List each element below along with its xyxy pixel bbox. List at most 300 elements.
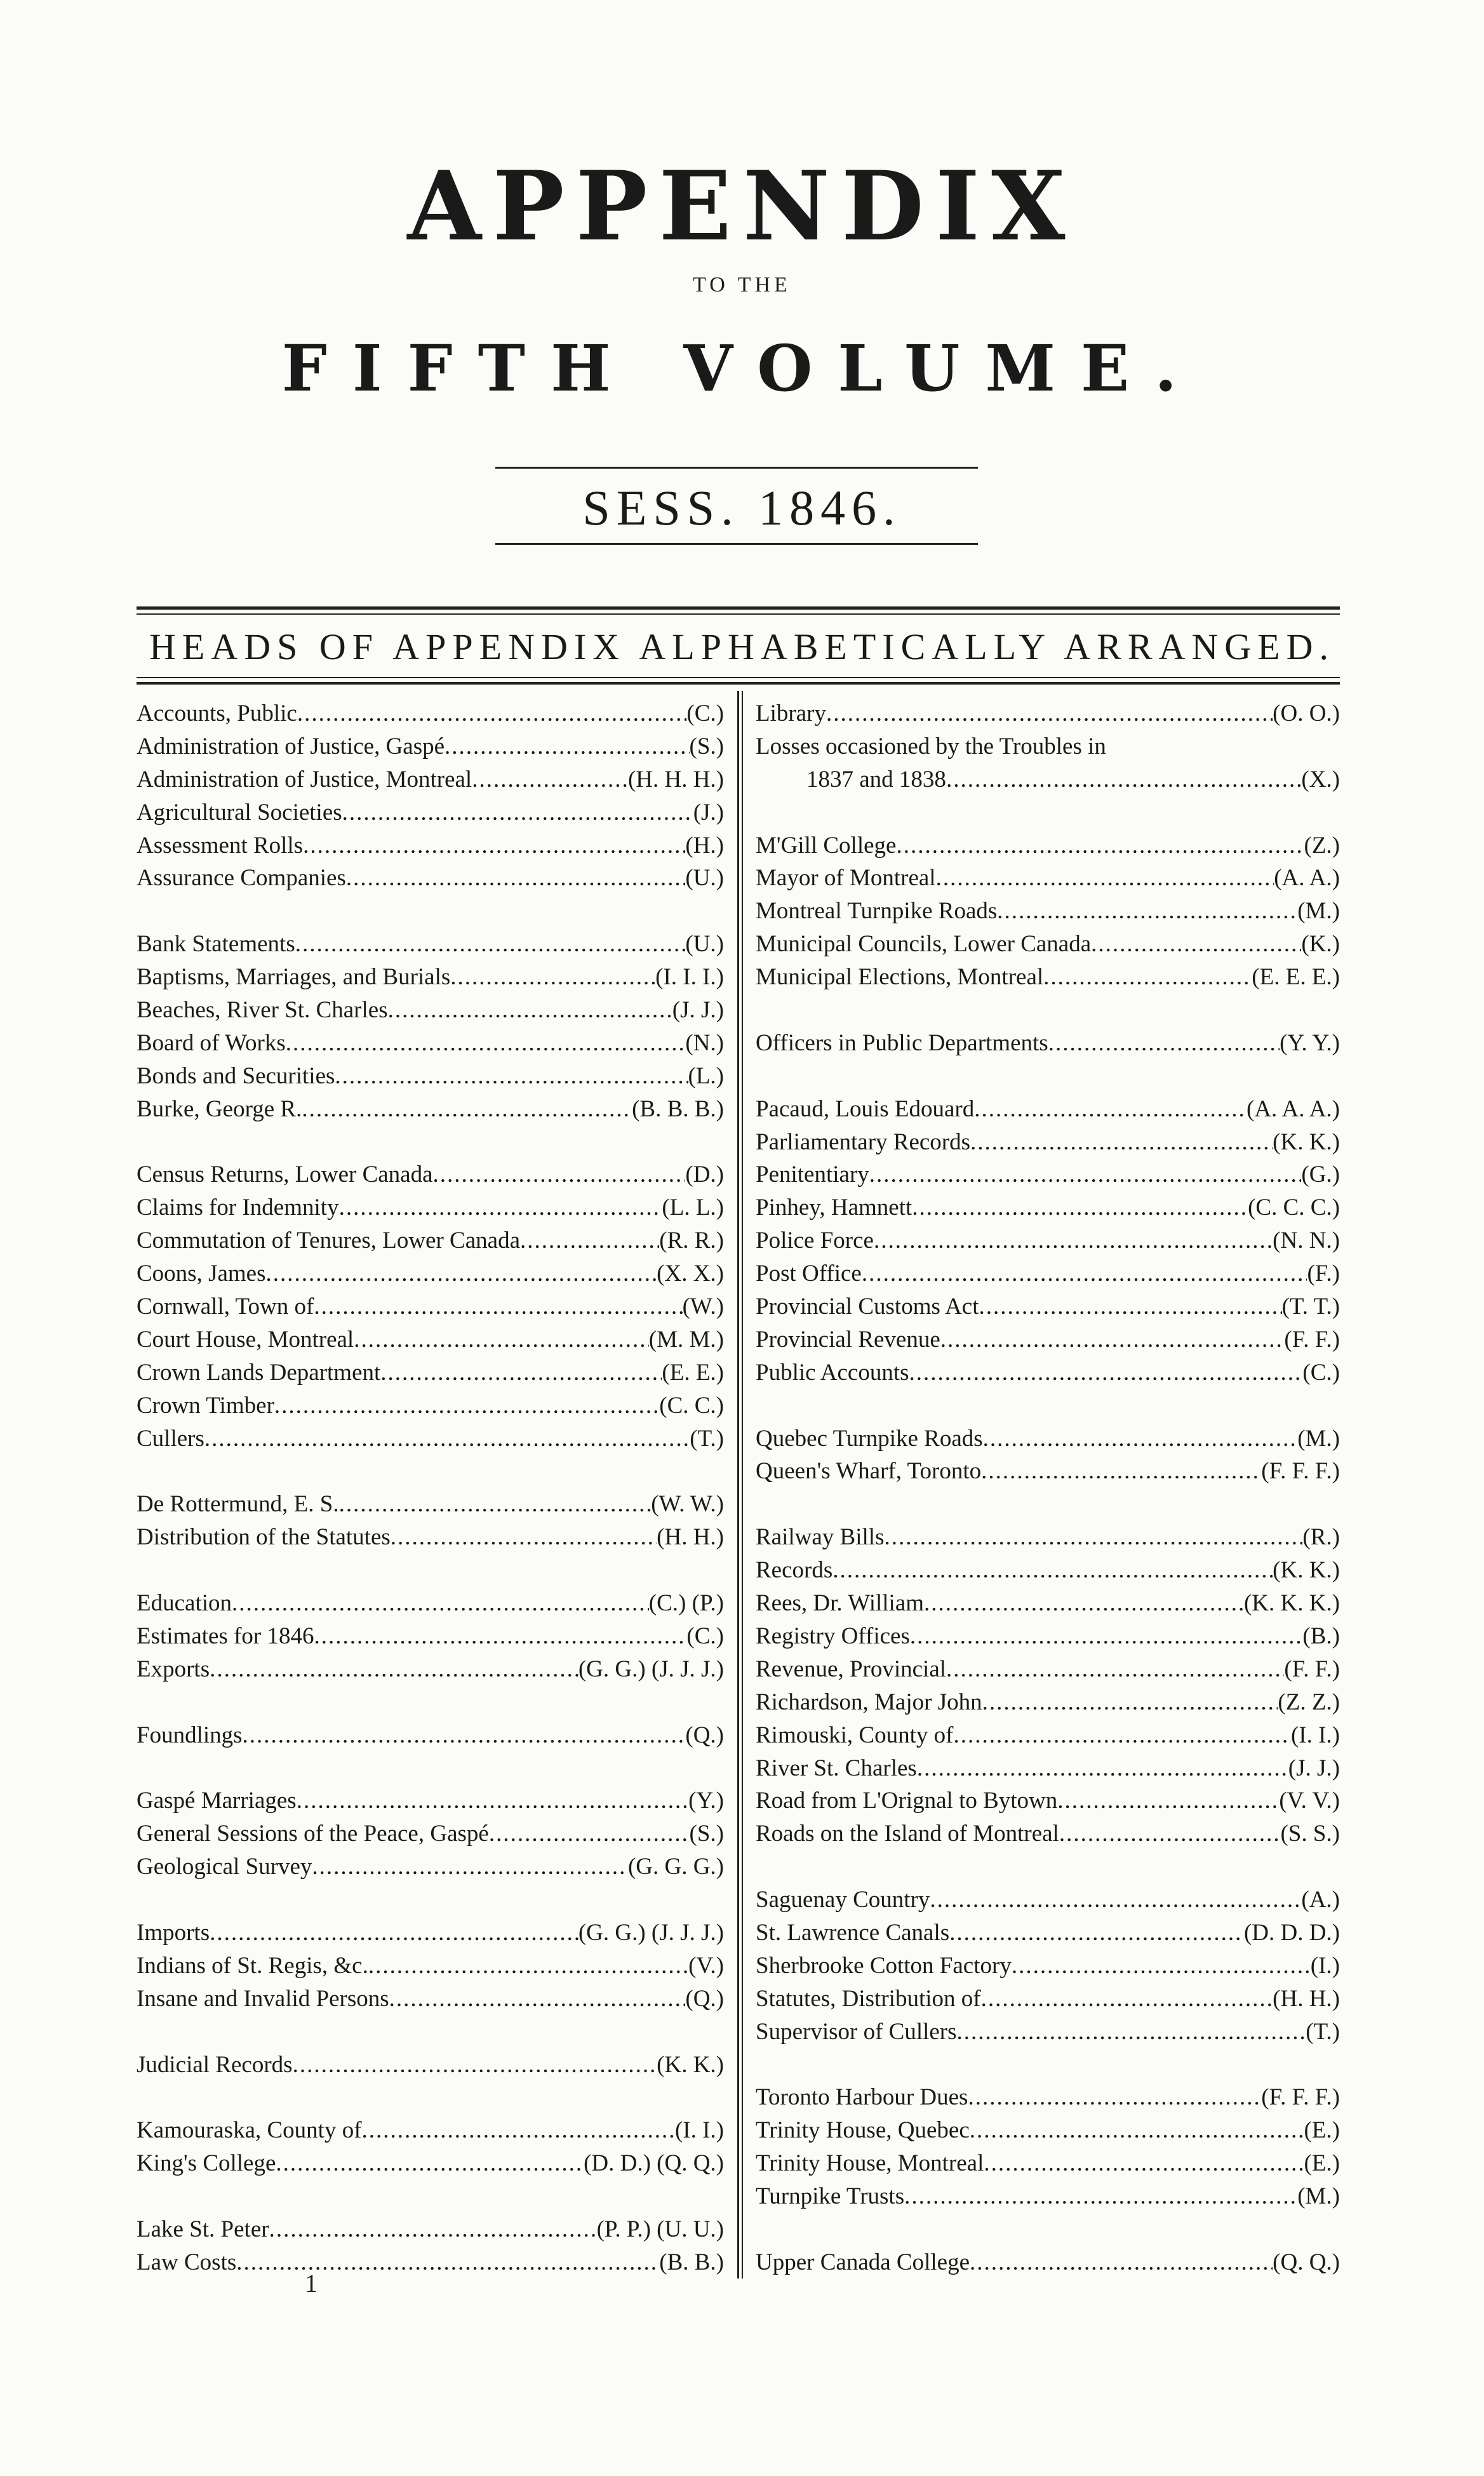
index-entry [756,1191,1340,1224]
entry-reference: (K. K. K.) [1243,1590,1340,1617]
leader-dots [204,1422,690,1455]
entry-reference: (E.) [1304,2117,1340,2144]
entry-reference: (N. N.) [1273,1228,1340,1254]
entry-reference: (T. T.) [1281,1294,1340,1320]
leader-dots [869,1158,1302,1191]
leader-dots [912,1191,1248,1224]
index-entry [137,1158,724,1191]
entry-reference: (U.) [685,865,724,892]
entry-name: Statutes, Distribution of [756,1985,981,2012]
rule-heads-bottom-1 [137,677,1340,678]
entry-name: Quebec Turnpike Roads [756,1425,983,1452]
leader-dots [274,1389,659,1422]
entry-reference: (K. K.) [657,2051,724,2078]
entry-reference: (J.) [693,799,724,826]
entry-reference: (Y.) [688,1788,724,1814]
entry-name: Roads on the Island of Montreal [756,1821,1059,1847]
entry-reference: (H. H. H.) [627,766,724,793]
index-entry [137,1653,724,1686]
index-entry [137,1224,724,1257]
entry-name: Crown Timber [137,1392,274,1419]
entry-reference: (X.) [1301,766,1340,793]
index-entry [756,895,1340,928]
index-entry [756,2147,1340,2180]
entry-name: Montreal Turnpike Roads [756,898,998,925]
entry-reference: (P. P.) (U. U.) [596,2216,724,2242]
entry-reference: (B.) [1302,1623,1340,1649]
entry-reference: (C.) [686,700,724,726]
leader-dots [339,1191,662,1224]
entry-reference: (W.) [682,1294,724,1320]
entry-name: Law Costs [137,2249,237,2275]
entry-name: Turnpike Trusts [756,2183,905,2210]
entry-reference: (S.) [689,733,724,760]
entry-name: Parliamentary Records [756,1128,971,1155]
leader-dots [924,1587,1244,1620]
leader-dots [314,1290,682,1323]
leader-dots [472,763,628,796]
index-entry [137,1257,724,1290]
entry-name: Census Returns, Lower Canada [137,1161,433,1188]
leader-dots [957,2016,1306,2049]
entry-reference: (N.) [685,1029,724,1056]
index-entry [756,1290,1340,1323]
entry-name: Agricultural Societies [137,799,342,826]
entry-name: Administration of Justice, Montreal [137,766,472,793]
index-entry [756,1257,1340,1290]
leader-dots [342,796,693,829]
leader-dots [970,1126,1273,1159]
entry-name: Records [756,1557,833,1584]
leader-dots [293,2049,657,2082]
leader-dots [354,1323,649,1356]
entry-spacer [137,2180,724,2213]
column-divider-inner [742,691,743,2279]
index-entry [137,1290,724,1323]
entry-reference: (G. G.) (J. J. J.) [578,1656,724,1682]
leader-dots [997,895,1297,928]
index-entry [756,697,1340,730]
entry-name: Provincial Revenue [756,1326,940,1353]
index-entry [137,2049,724,2082]
entry-spacer [756,1389,1340,1422]
entry-spacer [137,1752,724,1785]
index-entry [137,1521,724,1554]
entry-name: Railway Bills [756,1524,885,1551]
index-entry [137,1356,724,1389]
entry-name: Library [756,700,826,726]
entry-reference: (O. O.) [1273,700,1340,726]
index-entry [137,1850,724,1884]
index-entry [756,1455,1340,1488]
index-entry [756,2016,1340,2049]
entry-name: Cullers [137,1425,204,1452]
entry-name: St. Lawrence Canals [756,1919,950,1946]
entry-reference: (M. M.) [648,1326,724,1353]
entry-name: Municipal Elections, Montreal [756,964,1044,991]
leader-dots [970,2114,1304,2147]
index-entry [756,1356,1340,1389]
entry-name: 1837 and 1838 [806,766,946,793]
index-entry [137,1620,724,1653]
entry-name: Bank Statements [137,931,295,958]
entry-reference: (F. F. F.) [1261,2084,1340,2111]
entry-spacer [137,1455,724,1488]
leader-dots [1048,1027,1280,1060]
entry-reference: (E. E.) [662,1359,724,1386]
index-entry [756,1620,1340,1653]
entry-name: Indians of St. Regis, &c. [137,1952,368,1979]
entry-name: Imports [137,1919,210,1946]
entry-reference: (Q.) [685,1985,724,2012]
index-entry [756,1126,1340,1159]
index-entry [756,1817,1340,1850]
entry-name: Supervisor of Cullers [756,2018,957,2045]
entry-reference: (Y. Y.) [1280,1029,1340,1056]
entry-reference: (C.) [1302,1359,1340,1386]
entry-reference: (R.) [1302,1524,1340,1551]
entry-reference: (D.) [685,1161,724,1188]
entry-name: Pacaud, Louis Edouard [756,1095,975,1122]
entry-reference: (Q. Q.) [1273,2249,1340,2275]
index-entry [137,697,724,730]
index-entry [756,1950,1340,1983]
leader-dots [1059,1817,1281,1850]
entry-spacer [756,1850,1340,1884]
leader-dots [445,730,689,763]
entry-name: Kamouraska, County of [137,2117,362,2144]
entry-spacer [137,1884,724,1917]
entry-reference: (Z. Z.) [1278,1689,1340,1715]
entry-name: Toronto Harbour Dues [756,2084,968,2111]
page-title: APPENDIX [407,151,1077,262]
leader-dots [1091,928,1301,961]
entry-name: Pinhey, Hamnett [756,1195,912,1221]
index-entry [137,1422,724,1455]
entry-spacer [137,1554,724,1587]
entry-reference: (C.) (P.) [648,1590,724,1617]
leader-dots [243,1719,686,1752]
index-entry [137,994,724,1027]
entry-name: M'Gill College [756,832,897,859]
entry-reference: (G. G. G.) [627,1854,724,1880]
entry-reference: (C. C.) [659,1392,724,1419]
entry-name: Baptisms, Marriages, and Burials [137,964,451,991]
entry-reference: (R. R.) [659,1228,724,1254]
leader-dots [388,994,672,1027]
entry-reference: (A. A.) [1274,865,1340,892]
entry-name: Distribution of the Statutes [137,1524,391,1551]
entry-reference: (C. C. C.) [1248,1195,1340,1221]
entry-reference: (E.) [1304,2150,1340,2177]
leader-dots [269,2213,597,2246]
index-entry [756,1422,1340,1455]
volume-title: FIFTH VOLUME. [281,331,1203,406]
entry-reference: (K.) [1301,931,1340,958]
index-entry [137,763,724,796]
leader-dots [981,1983,1273,2016]
index-entry [756,1027,1340,1060]
rule-top-sess [495,467,978,469]
entry-spacer [137,1686,724,1719]
leader-dots [981,1455,1261,1488]
entry-name: Beaches, River St. Charles [137,997,388,1024]
index-entry [137,1060,724,1093]
leader-dots [910,1620,1303,1653]
entry-name: Estimates for 1846 [137,1623,314,1649]
leader-dots [368,1950,688,1983]
index-left-column [137,697,724,2279]
leader-dots [520,1224,659,1257]
index-entry [137,862,724,895]
page-number: 1 [305,2269,318,2298]
index-entry [756,1323,1340,1356]
leader-dots [450,961,655,994]
index-entry [756,1983,1340,2016]
entry-reference: (I.) [1310,1952,1340,1979]
entry-reference: (J. J.) [672,997,724,1024]
leader-dots [896,829,1304,862]
leader-dots [302,1093,632,1126]
entry-name: Assurance Companies [137,865,346,892]
entry-reference: (K. K.) [1273,1128,1340,1155]
index-entry [137,796,724,829]
entry-name: Officers in Public Departments [756,1029,1048,1056]
leader-dots [286,1027,686,1060]
entry-name: Revenue, Provincial [756,1656,947,1682]
to-the-caption: TO THE [693,273,791,297]
entry-reference: (S. S.) [1280,1821,1340,1847]
leader-dots [297,1784,688,1817]
entry-name: Municipal Councils, Lower Canada [756,931,1092,958]
index-entry [137,1027,724,1060]
leader-dots [974,1093,1247,1126]
entry-reference: (X. X.) [657,1261,724,1287]
entry-reference: (F. F. F.) [1261,1458,1340,1485]
entry-reference: (F.) [1307,1261,1340,1287]
leader-dots [874,1224,1273,1257]
index-entry [137,1950,724,1983]
index-entry [756,1224,1340,1257]
index-entry [137,1323,724,1356]
leader-dots [909,1356,1303,1389]
index-entry [756,1719,1340,1752]
entry-name: Gaspé Marriages [137,1788,297,1814]
entry-spacer [137,2016,724,2049]
entry-name: Exports [137,1656,210,1682]
leader-dots [970,2246,1273,2279]
index-entry [137,928,724,961]
index-entry [756,730,1340,763]
index-entry [756,928,1340,961]
rule-heads-bottom-2 [137,682,1340,685]
leader-dots [930,1884,1301,1917]
leader-dots [984,2147,1304,2180]
index-entry [756,2246,1340,2279]
leader-dots [1043,961,1252,994]
index-entry [756,1093,1340,1126]
index-entry [756,2114,1340,2147]
index-entry [137,1983,724,2016]
leader-dots [968,2081,1261,2114]
index-entry [137,2213,724,2246]
entry-reference: (T.) [1306,2018,1340,2045]
leader-dots [936,862,1274,895]
index-entry [137,2114,724,2147]
leader-dots [953,1719,1291,1752]
entry-reference: (C.) [686,1623,724,1649]
entry-name: Foundlings [137,1722,243,1748]
leader-dots [391,1521,657,1554]
index-entry [756,1917,1340,1950]
entry-reference: (I. I.) [1290,1722,1340,1748]
entry-name: Saguenay Country [756,1887,930,1913]
index-entry [756,961,1340,994]
index-entry [137,1817,724,1850]
entry-spacer [137,895,724,928]
rule-bottom-sess [495,543,978,545]
entry-reference: (M.) [1297,1425,1340,1452]
leader-dots [362,2114,675,2147]
rule-heads-top-2 [137,613,1340,615]
leader-dots [232,1587,649,1620]
leader-dots [979,1290,1282,1323]
leader-dots [312,1850,628,1884]
index-entry [756,1158,1340,1191]
entry-name: Penitentiary [756,1161,869,1188]
entry-spacer [137,1126,724,1159]
entry-name: De Rottermund, E. S. [137,1491,339,1518]
leader-dots [433,1158,686,1191]
entry-reference: (F. F.) [1284,1326,1340,1353]
entry-reference: (H. H.) [657,1524,724,1551]
entry-name: Queen's Wharf, Toronto [756,1458,982,1485]
entry-reference: (L.) [688,1062,724,1089]
entry-name: Cornwall, Town of [137,1294,314,1320]
leader-dots [884,1521,1302,1554]
entry-reference: (I. I. I.) [655,964,724,991]
session-heading: SESS. 1846. [582,480,902,535]
leader-dots [389,1983,686,2016]
entry-name: Road from L'Orignal to Bytown [756,1788,1058,1814]
entry-name: Registry Offices [756,1623,910,1649]
leader-dots [1012,1950,1311,1983]
entry-reference: (I. I.) [674,2117,724,2144]
heads-heading: HEADS OF APPENDIX ALPHABETICALLY ARRANGED. [149,626,1335,667]
entry-name: Coons, James [137,1261,266,1287]
column-divider [737,691,739,2279]
entry-name: Public Accounts [756,1359,909,1386]
entry-reference: (Z.) [1304,832,1340,859]
index-entry [756,1784,1340,1817]
leader-dots [982,1686,1278,1719]
leader-dots [295,928,686,961]
index-entry [756,2180,1340,2213]
entry-name: River St. Charles [756,1755,917,1781]
entry-name: General Sessions of the Peace, Gaspé [137,1821,489,1847]
leader-dots [826,697,1273,730]
index-entry [137,829,724,862]
leader-dots [210,1653,578,1686]
leader-dots [380,1356,662,1389]
index-entry [756,2081,1340,2114]
entry-reference: (M.) [1297,2183,1340,2210]
entry-reference: (A. A. A.) [1247,1095,1340,1122]
entry-name: Administration of Justice, Gaspé [137,733,445,760]
entry-reference: (D. D.) (Q. Q.) [584,2150,724,2177]
index-entry [137,1917,724,1950]
entry-name: Insane and Invalid Persons [137,1985,389,2012]
leader-dots [339,1488,652,1521]
leader-dots [236,2246,659,2279]
entry-name: Accounts, Public [137,700,297,726]
entry-name: Commutation of Tenures, Lower Canada [137,1228,520,1254]
leader-dots [949,1917,1244,1950]
entry-name: Richardson, Major John [756,1689,982,1715]
entry-reference: (D. D. D.) [1243,1919,1340,1946]
entry-reference: (G. G.) (J. J. J.) [578,1919,724,1946]
entry-name: Rimouski, County of [756,1722,954,1748]
index-entry [137,1389,724,1422]
entry-reference: (T.) [690,1425,724,1452]
leader-dots [983,1422,1298,1455]
entry-reference: (H. H.) [1273,1985,1340,2012]
entry-name: Trinity House, Quebec [756,2117,970,2144]
entry-spacer [756,1488,1340,1521]
entry-name: Mayor of Montreal [756,865,936,892]
entry-name: Police Force [756,1228,874,1254]
index-entry [137,1784,724,1817]
leader-dots [346,862,686,895]
index-entry [756,763,1340,796]
entry-name: Upper Canada College [756,2249,970,2275]
entry-name: Bonds and Securities [137,1062,335,1089]
index-entry [756,1884,1340,1917]
leader-dots [266,1257,657,1290]
leader-dots [303,829,685,862]
leader-dots [210,1917,578,1950]
index-entry [137,2246,724,2279]
entry-spacer [756,1060,1340,1093]
entry-name: Judicial Records [137,2051,293,2078]
entry-reference: (A.) [1301,1887,1340,1913]
entry-name: Claims for Indemnity [137,1195,339,1221]
leader-dots [335,1060,688,1093]
entry-name: Crown Lands Department [137,1359,381,1386]
rule-heads-top-1 [137,606,1340,610]
leader-dots [946,763,1301,796]
index-entry [137,730,724,763]
index-entry [137,1719,724,1752]
entry-reference: (K. K.) [1273,1557,1340,1584]
entry-spacer [137,2081,724,2114]
leader-dots [276,2147,584,2180]
index-entry [137,2147,724,2180]
entry-reference: (E. E. E.) [1252,964,1340,991]
leader-dots [832,1554,1273,1587]
entry-reference: (Q.) [685,1722,724,1748]
entry-reference: (H.) [685,832,724,859]
index-entry [756,1587,1340,1620]
index-entry [137,961,724,994]
entry-name: Geological Survey [137,1854,312,1880]
leader-dots [862,1257,1307,1290]
index-entry [756,862,1340,895]
leader-dots [917,1752,1288,1785]
entry-name: Assessment Rolls [137,832,304,859]
leader-dots [314,1620,687,1653]
entry-reference: (F. F.) [1284,1656,1340,1682]
